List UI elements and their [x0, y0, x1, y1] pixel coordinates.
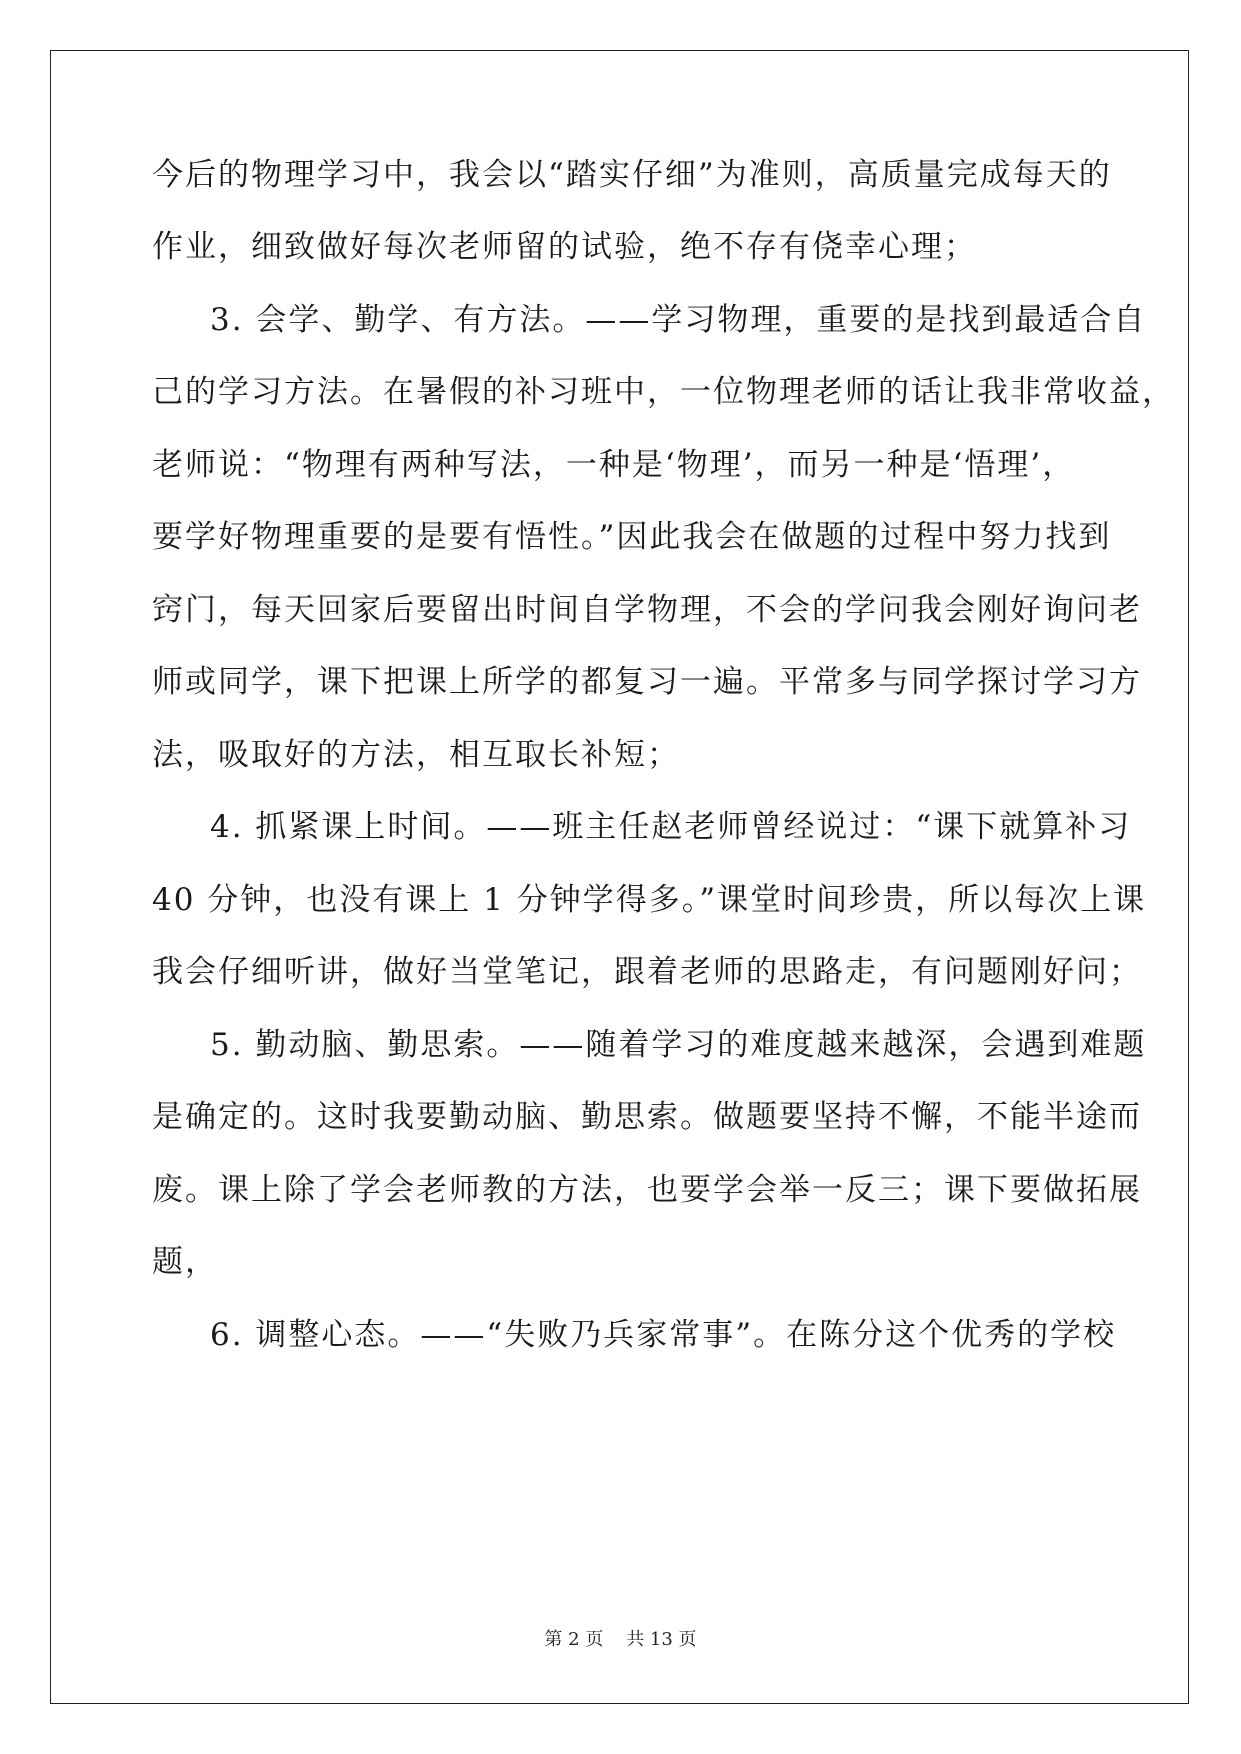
text-line: 5. 勤动脑、勤思索。——随着学习的难度越来越深，会遇到难题 [210, 1027, 1147, 1063]
page-footer [0, 1625, 1241, 1651]
text-line: 窍门，每天回家后要留出时间自学物理，不会的学问我会刚好询问老 [152, 592, 1142, 628]
text-line: 4. 抓紧课上时间。——班主任赵老师曾经说过：“课下就算补习 [210, 809, 1132, 845]
text-line: 3. 会学、勤学、有方法。——学习物理，重要的是找到最适合自 [210, 302, 1147, 338]
text-line: 6. 调整心态。——“失败乃兵家常事”。在陈分这个优秀的学校 [210, 1317, 1117, 1353]
text-line: 老师说：“物理有两种写法，一种是‘物理’，而另一种是‘悟理’， [152, 447, 1076, 483]
text-line: 师或同学，课下把课上所学的都复习一遍。平常多与同学探讨学习方 [152, 664, 1142, 700]
text-line: 是确定的。这时我要勤动脑、勤思索。做题要坚持不懈，不能半途而 [152, 1099, 1142, 1135]
text-line: 40 分钟，也没有课上 1 分钟学得多。”课堂时间珍贵，所以每次上课 [152, 882, 1147, 918]
text-line: 废。课上除了学会老师教的方法，也要学会举一反三；课下要做拓展 [152, 1172, 1142, 1208]
page-number-label: 第 2 页 共 13 页 [544, 1629, 697, 1650]
text-line: 要学好物理重要的是要有悟性。”因此我会在做题的过程中努力找到 [152, 519, 1112, 555]
text-line: 己的学习方法。在暑假的补习班中，一位物理老师的话让我非常收益， [152, 374, 1175, 410]
text-line: 法，吸取好的方法，相互取长补短； [152, 737, 680, 773]
text-line: 题， [152, 1244, 218, 1280]
text-line: 作业，细致做好每次老师留的试验，绝不存有侥幸心理； [152, 229, 977, 265]
text-line: 我会仔细听讲，做好当堂笔记，跟着老师的思路走，有问题刚好问； [152, 954, 1142, 990]
text-line: 今后的物理学习中，我会以“踏实仔细”为准则，高质量完成每天的 [152, 157, 1112, 193]
